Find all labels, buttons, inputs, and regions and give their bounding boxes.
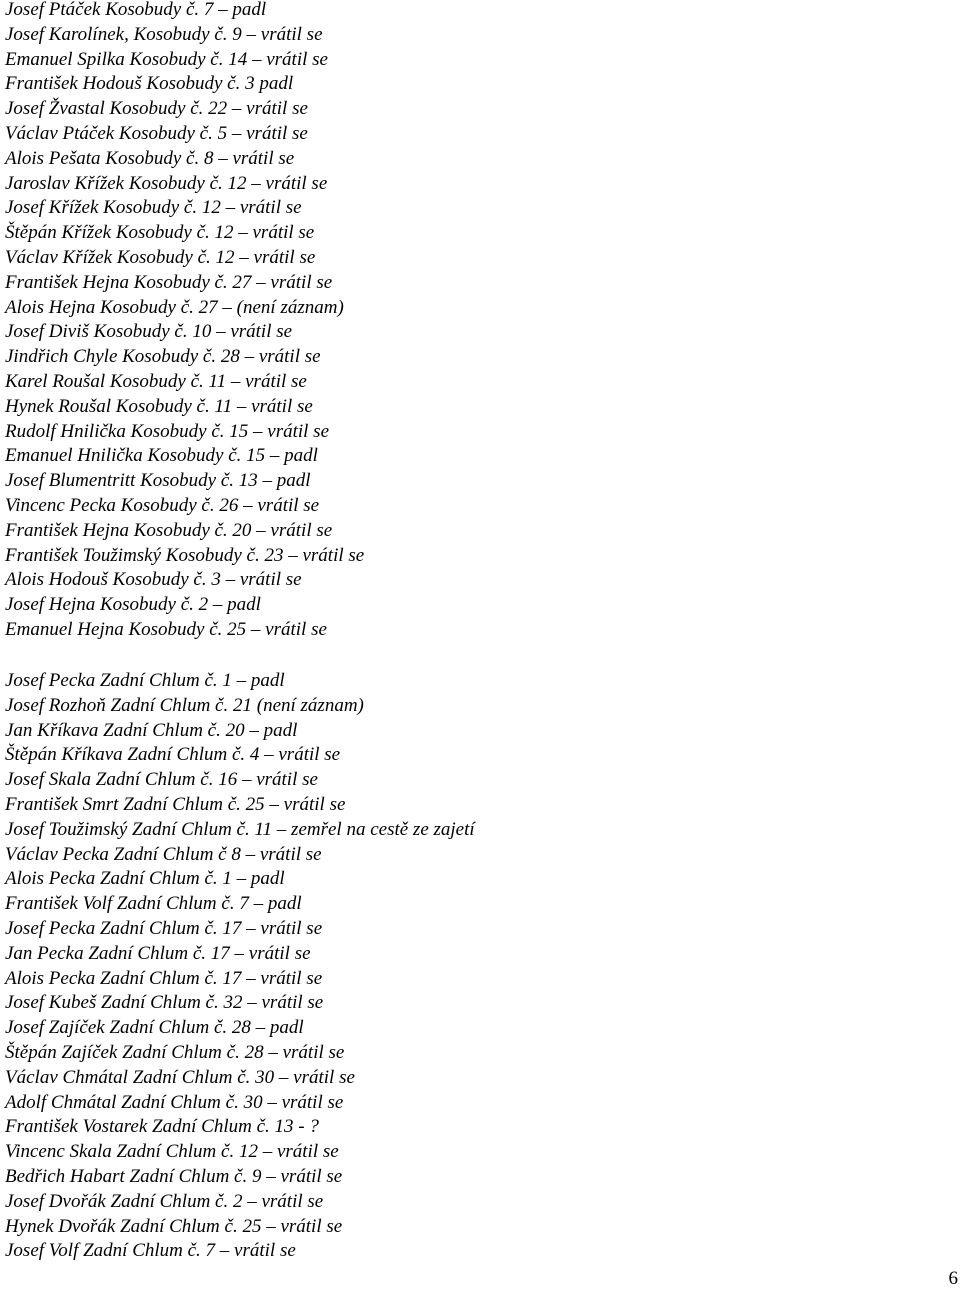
list-item: Hynek Dvořák Zadní Chlum č. 25 – vrátil se [5, 1215, 343, 1237]
list-item: Josef Pecka Zadní Chlum č. 1 – padl [5, 670, 285, 691]
list-item: Štěpán Zajíček Zadní Chlum č. 28 – vrátil se [5, 1041, 345, 1063]
list-item: Josef Karolínek, Kosobudy č. 9 – vrátil se [5, 23, 323, 45]
list-item: Štěpán Křížek Kosobudy č. 12 – vrátil se [5, 222, 315, 244]
list-item: Josef Toužimský Zadní Chlum č. 11 – zemřel na cestě ze zajetí [5, 818, 475, 840]
list-item: Josef Volf Zadní Chlum č. 7 – vrátil se [5, 1240, 296, 1262]
list-item: František Vostarek Zadní Chlum č. 13 - ? [5, 1116, 319, 1138]
list-item: Václav Ptáček Kosobudy č. 5 – vrátil se [5, 122, 308, 144]
list-item: Josef Skala Zadní Chlum č. 16 – vrátil se [5, 769, 318, 791]
list-item: Václav Pecka Zadní Chlum č 8 – vrátil se [5, 843, 322, 865]
list-item: Alois Hejna Kosobudy č. 27 – (není záznam) [5, 296, 344, 318]
list-item: František Hodouš Kosobudy č. 3 padl [5, 73, 294, 95]
list-item: Jindřich Chyle Kosobudy č. 28 – vrátil se [5, 346, 321, 368]
list-item: Alois Pecka Zadní Chlum č. 1 – padl [5, 868, 285, 890]
list-item: Josef Pecka Zadní Chlum č. 17 – vrátil se [5, 917, 323, 939]
list-item: Josef Křížek Kosobudy č. 12 – vrátil se [5, 197, 302, 219]
list-item: František Hejna Kosobudy č. 27 – vrátil se [5, 271, 333, 293]
list-item: Emanuel Hejna Kosobudy č. 25 – vrátil se [5, 618, 327, 640]
list-item: Václav Křížek Kosobudy č. 12 – vrátil se [5, 246, 316, 268]
list-item: Bedřich Habart Zadní Chlum č. 9 – vrátil se [5, 1165, 343, 1187]
list-item: Josef Žvastal Kosobudy č. 22 – vrátil se [5, 98, 308, 120]
list-item: Josef Zajíček Zadní Chlum č. 28 – padl [5, 1017, 304, 1039]
list-item: Vincenc Pecka Kosobudy č. 26 – vrátil se [5, 494, 320, 516]
list-item: Jan Pecka Zadní Chlum č. 17 – vrátil se [5, 942, 311, 964]
list-item: František Smrt Zadní Chlum č. 25 – vrátil se [5, 793, 346, 815]
list-item: Štěpán Kříkava Zadní Chlum č. 4 – vrátil se [5, 744, 341, 766]
list-item: Rudolf Hnilička Kosobudy č. 15 – vrátil se [5, 420, 330, 442]
list-item: František Toužimský Kosobudy č. 23 – vrátil se [5, 544, 365, 566]
list-item: Josef Dvořák Zadní Chlum č. 2 – vrátil se [5, 1190, 324, 1212]
list-item: Emanuel Hnilička Kosobudy č. 15 – padl [5, 445, 318, 467]
kosobudy-list [5, 0, 364, 643]
list-item: František Hejna Kosobudy č. 20 – vrátil se [5, 519, 333, 541]
list-item: Karel Roušal Kosobudy č. 11 – vrátil se [5, 370, 307, 392]
list-item: Josef Kubeš Zadní Chlum č. 32 – vrátil se [5, 992, 324, 1014]
list-item: Emanuel Spilka Kosobudy č. 14 – vrátil se [5, 48, 328, 70]
list-item: Josef Rozhoň Zadní Chlum č. 21 (není záznam) [5, 694, 364, 716]
list-item: Jaroslav Křížek Kosobudy č. 12 – vrátil se [5, 172, 328, 194]
list-item: Josef Diviš Kosobudy č. 10 – vrátil se [5, 321, 293, 343]
list-item: Josef Blumentritt Kosobudy č. 13 – padl [5, 470, 311, 492]
list-item: František Volf Zadní Chlum č. 7 – padl [5, 893, 302, 915]
list-item: Václav Chmátal Zadní Chlum č. 30 – vrátil se [5, 1066, 355, 1088]
list-item: Jan Kříkava Zadní Chlum č. 20 – padl [5, 719, 298, 741]
list-item: Alois Hodouš Kosobudy č. 3 – vrátil se [5, 569, 302, 591]
list-item: Vincenc Skala Zadní Chlum č. 12 – vrátil se [5, 1141, 339, 1163]
list-item: Josef Ptáček Kosobudy č. 7 – padl [5, 0, 267, 20]
page-number: 6 [948, 1268, 958, 1289]
list-item: Josef Hejna Kosobudy č. 2 – padl [5, 594, 261, 616]
list-item: Alois Pecka Zadní Chlum č. 17 – vrátil se [5, 967, 323, 989]
list-item: Adolf Chmátal Zadní Chlum č. 30 – vrátil se [5, 1091, 344, 1113]
list-item: Alois Pešata Kosobudy č. 8 – vrátil se [5, 147, 295, 169]
zadni-chlum-list [5, 669, 475, 1264]
list-item: Hynek Roušal Kosobudy č. 11 – vrátil se [5, 395, 313, 417]
